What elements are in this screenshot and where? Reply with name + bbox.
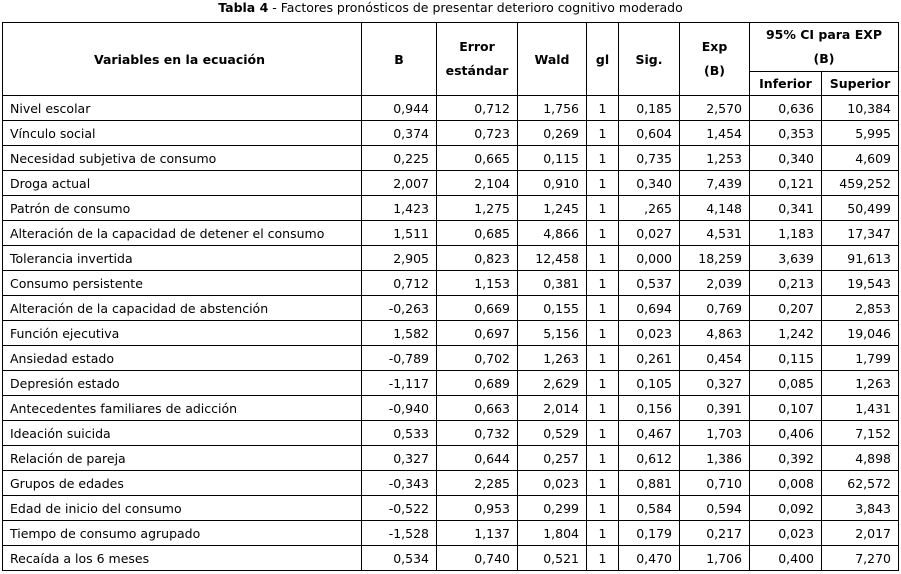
cell-ci-superior: 50,499 xyxy=(822,196,899,221)
cell-exp-b: 2,039 xyxy=(680,271,750,296)
cell-variable: Vínculo social xyxy=(3,121,362,146)
cell-b: 0,327 xyxy=(362,446,437,471)
cell-wald: 0,115 xyxy=(518,146,587,171)
cell-ci-inferior: 0,207 xyxy=(750,296,822,321)
header-superior: Superior xyxy=(822,72,899,96)
cell-b: 0,533 xyxy=(362,421,437,446)
cell-b: 2,905 xyxy=(362,246,437,271)
cell-standard-error: 2,285 xyxy=(437,471,518,496)
cell-ci-superior: 1,431 xyxy=(822,396,899,421)
cell-standard-error: 0,644 xyxy=(437,446,518,471)
table-row xyxy=(3,96,899,121)
cell-exp-b: 4,531 xyxy=(680,221,750,246)
cell-ci-superior: 62,572 xyxy=(822,471,899,496)
cell-standard-error: 0,953 xyxy=(437,496,518,521)
cell-ci-inferior: 0,213 xyxy=(750,271,822,296)
cell-wald: 0,529 xyxy=(518,421,587,446)
cell-variable: Patrón de consumo xyxy=(3,196,362,221)
cell-standard-error: 0,740 xyxy=(437,546,518,571)
table-row xyxy=(3,421,899,446)
table-row xyxy=(3,121,899,146)
cell-ci-inferior: 0,340 xyxy=(750,146,822,171)
cell-wald: 0,155 xyxy=(518,296,587,321)
cell-b: 0,534 xyxy=(362,546,437,571)
cell-ci-superior: 1,263 xyxy=(822,371,899,396)
header-inferior: Inferior xyxy=(750,72,822,96)
table-row xyxy=(3,396,899,421)
cell-ci-superior: 7,152 xyxy=(822,421,899,446)
cell-ci-inferior: 0,636 xyxy=(750,96,822,121)
cell-standard-error: 0,689 xyxy=(437,371,518,396)
cell-variable: Relación de pareja xyxy=(3,446,362,471)
cell-sig: 0,340 xyxy=(619,171,680,196)
cell-sig: 0,694 xyxy=(619,296,680,321)
cell-b: 2,007 xyxy=(362,171,437,196)
header-exp xyxy=(680,23,750,96)
header-variables: Variables en la ecuación xyxy=(3,23,362,96)
cell-exp-b: 0,391 xyxy=(680,396,750,421)
cell-standard-error: 1,275 xyxy=(437,196,518,221)
cell-gl: 1 xyxy=(587,296,619,321)
cell-ci-superior: 4,898 xyxy=(822,446,899,471)
cell-exp-b: 0,327 xyxy=(680,371,750,396)
cell-ci-inferior: 0,400 xyxy=(750,546,822,571)
cell-standard-error: 0,702 xyxy=(437,346,518,371)
cell-variable: Antecedentes familiares de adicción xyxy=(3,396,362,421)
cell-gl: 1 xyxy=(587,521,619,546)
cell-exp-b: 0,594 xyxy=(680,496,750,521)
cell-b: 1,582 xyxy=(362,321,437,346)
cell-exp-b: 18,259 xyxy=(680,246,750,271)
cell-variable: Alteración de la capacidad de detener el consumo xyxy=(3,221,362,246)
table-caption xyxy=(0,0,901,22)
cell-gl: 1 xyxy=(587,546,619,571)
table-row xyxy=(3,196,899,221)
cell-gl: 1 xyxy=(587,496,619,521)
cell-sig: 0,604 xyxy=(619,121,680,146)
table-row xyxy=(3,221,899,246)
table-row xyxy=(3,296,899,321)
cell-gl: 1 xyxy=(587,446,619,471)
cell-sig: ,265 xyxy=(619,196,680,221)
cell-exp-b: 0,769 xyxy=(680,296,750,321)
cell-ci-superior: 459,252 xyxy=(822,171,899,196)
cell-wald: 1,756 xyxy=(518,96,587,121)
cell-b: -0,263 xyxy=(362,296,437,321)
caption-separator: - xyxy=(268,0,281,15)
cell-gl: 1 xyxy=(587,271,619,296)
cell-sig: 0,000 xyxy=(619,246,680,271)
cell-b: 0,944 xyxy=(362,96,437,121)
cell-b: -1,117 xyxy=(362,371,437,396)
cell-ci-superior: 91,613 xyxy=(822,246,899,271)
cell-ci-inferior: 0,121 xyxy=(750,171,822,196)
cell-sig: 0,105 xyxy=(619,371,680,396)
cell-sig: 0,261 xyxy=(619,346,680,371)
cell-ci-superior: 19,543 xyxy=(822,271,899,296)
table-row xyxy=(3,346,899,371)
cell-wald: 1,245 xyxy=(518,196,587,221)
cell-variable: Grupos de edades xyxy=(3,471,362,496)
cell-standard-error: 2,104 xyxy=(437,171,518,196)
cell-gl: 1 xyxy=(587,171,619,196)
header-wald: Wald xyxy=(518,23,587,96)
cell-gl: 1 xyxy=(587,196,619,221)
cell-gl: 1 xyxy=(587,221,619,246)
header-gl: gl xyxy=(587,23,619,96)
cell-variable: Función ejecutiva xyxy=(3,321,362,346)
cell-b: 0,374 xyxy=(362,121,437,146)
cell-ci-superior: 2,017 xyxy=(822,521,899,546)
cell-wald: 0,269 xyxy=(518,121,587,146)
cell-exp-b: 2,570 xyxy=(680,96,750,121)
table-row xyxy=(3,371,899,396)
cell-wald: 2,629 xyxy=(518,371,587,396)
table-body xyxy=(3,96,899,571)
cell-exp-b: 7,439 xyxy=(680,171,750,196)
cell-sig: 0,185 xyxy=(619,96,680,121)
cell-variable: Alteración de la capacidad de abstención xyxy=(3,296,362,321)
cell-variable: Necesidad subjetiva de consumo xyxy=(3,146,362,171)
cell-gl: 1 xyxy=(587,371,619,396)
cell-gl: 1 xyxy=(587,346,619,371)
header-ci xyxy=(750,23,899,72)
cell-variable: Tiempo de consumo agrupado xyxy=(3,521,362,546)
cell-variable: Recaída a los 6 meses xyxy=(3,546,362,571)
cell-ci-inferior: 0,092 xyxy=(750,496,822,521)
cell-variable: Consumo persistente xyxy=(3,271,362,296)
cell-variable: Depresión estado xyxy=(3,371,362,396)
cell-ci-inferior: 0,107 xyxy=(750,396,822,421)
cell-b: -1,528 xyxy=(362,521,437,546)
caption-label: Tabla 4 xyxy=(218,0,269,15)
cell-variable: Ansiedad estado xyxy=(3,346,362,371)
cell-gl: 1 xyxy=(587,396,619,421)
cell-exp-b: 1,253 xyxy=(680,146,750,171)
cell-wald: 0,381 xyxy=(518,271,587,296)
cell-ci-inferior: 0,008 xyxy=(750,471,822,496)
cell-sig: 0,179 xyxy=(619,521,680,546)
cell-gl: 1 xyxy=(587,321,619,346)
cell-variable: Nivel escolar xyxy=(3,96,362,121)
cell-ci-inferior: 1,242 xyxy=(750,321,822,346)
header-sig: Sig. xyxy=(619,23,680,96)
table-row xyxy=(3,546,899,571)
cell-exp-b: 0,217 xyxy=(680,521,750,546)
header-error xyxy=(437,23,518,96)
cell-gl: 1 xyxy=(587,471,619,496)
table-row xyxy=(3,171,899,196)
cell-standard-error: 1,153 xyxy=(437,271,518,296)
cell-wald: 0,299 xyxy=(518,496,587,521)
cell-ci-inferior: 0,406 xyxy=(750,421,822,446)
cell-ci-inferior: 0,341 xyxy=(750,196,822,221)
cell-gl: 1 xyxy=(587,421,619,446)
cell-sig: 0,027 xyxy=(619,221,680,246)
header-exp-line2: (B) xyxy=(704,63,725,78)
cell-ci-superior: 3,843 xyxy=(822,496,899,521)
cell-exp-b: 1,706 xyxy=(680,546,750,571)
caption-text: Factores pronósticos de presentar deterioro cognitivo moderado xyxy=(280,0,683,15)
cell-b: 0,712 xyxy=(362,271,437,296)
table-row xyxy=(3,321,899,346)
cell-sig: 0,156 xyxy=(619,396,680,421)
cell-b: -0,789 xyxy=(362,346,437,371)
header-b: B xyxy=(362,23,437,96)
table-row xyxy=(3,446,899,471)
cell-standard-error: 0,663 xyxy=(437,396,518,421)
table-row xyxy=(3,246,899,271)
cell-ci-superior: 17,347 xyxy=(822,221,899,246)
header-exp-line1: Exp xyxy=(701,39,728,54)
table-row xyxy=(3,496,899,521)
cell-wald: 0,023 xyxy=(518,471,587,496)
cell-exp-b: 1,454 xyxy=(680,121,750,146)
cell-b: 1,423 xyxy=(362,196,437,221)
cell-wald: 12,458 xyxy=(518,246,587,271)
cell-sig: 0,612 xyxy=(619,446,680,471)
header-ci-line2: (B) xyxy=(813,51,835,66)
cell-ci-inferior: 0,353 xyxy=(750,121,822,146)
cell-variable: Tolerancia invertida xyxy=(3,246,362,271)
cell-b: -0,343 xyxy=(362,471,437,496)
cell-sig: 0,023 xyxy=(619,321,680,346)
cell-variable: Edad de inicio del consumo xyxy=(3,496,362,521)
table-row xyxy=(3,521,899,546)
cell-ci-superior: 2,853 xyxy=(822,296,899,321)
cell-ci-inferior: 0,085 xyxy=(750,371,822,396)
cell-ci-superior: 1,799 xyxy=(822,346,899,371)
cell-ci-superior: 10,384 xyxy=(822,96,899,121)
cell-gl: 1 xyxy=(587,96,619,121)
cell-wald: 0,910 xyxy=(518,171,587,196)
cell-gl: 1 xyxy=(587,246,619,271)
cell-ci-inferior: 0,023 xyxy=(750,521,822,546)
cell-sig: 0,735 xyxy=(619,146,680,171)
cell-b: -0,522 xyxy=(362,496,437,521)
cell-standard-error: 0,685 xyxy=(437,221,518,246)
cell-exp-b: 1,386 xyxy=(680,446,750,471)
cell-variable: Droga actual xyxy=(3,171,362,196)
table-row xyxy=(3,146,899,171)
cell-wald: 4,866 xyxy=(518,221,587,246)
cell-standard-error: 0,732 xyxy=(437,421,518,446)
cell-sig: 0,537 xyxy=(619,271,680,296)
cell-ci-inferior: 0,392 xyxy=(750,446,822,471)
cell-sig: 0,467 xyxy=(619,421,680,446)
cell-ci-superior: 7,270 xyxy=(822,546,899,571)
cell-ci-superior: 5,995 xyxy=(822,121,899,146)
cell-exp-b: 1,703 xyxy=(680,421,750,446)
cell-variable: Ideación suicida xyxy=(3,421,362,446)
cell-sig: 0,470 xyxy=(619,546,680,571)
cell-exp-b: 0,454 xyxy=(680,346,750,371)
cell-wald: 0,521 xyxy=(518,546,587,571)
cell-standard-error: 0,823 xyxy=(437,246,518,271)
cell-wald: 5,156 xyxy=(518,321,587,346)
cell-standard-error: 1,137 xyxy=(437,521,518,546)
cell-wald: 1,263 xyxy=(518,346,587,371)
cell-ci-inferior: 3,639 xyxy=(750,246,822,271)
cell-gl: 1 xyxy=(587,121,619,146)
cell-standard-error: 0,723 xyxy=(437,121,518,146)
header-error-line1: Error xyxy=(459,39,495,54)
cell-b: 0,225 xyxy=(362,146,437,171)
cell-standard-error: 0,669 xyxy=(437,296,518,321)
cell-sig: 0,881 xyxy=(619,471,680,496)
cell-gl: 1 xyxy=(587,146,619,171)
cell-wald: 0,257 xyxy=(518,446,587,471)
cell-b: 1,511 xyxy=(362,221,437,246)
cell-wald: 2,014 xyxy=(518,396,587,421)
cell-ci-inferior: 1,183 xyxy=(750,221,822,246)
cell-wald: 1,804 xyxy=(518,521,587,546)
results-table xyxy=(2,22,899,571)
cell-ci-inferior: 0,115 xyxy=(750,346,822,371)
cell-ci-superior: 19,046 xyxy=(822,321,899,346)
table-row xyxy=(3,271,899,296)
header-error-line2: estándar xyxy=(445,63,509,78)
cell-b: -0,940 xyxy=(362,396,437,421)
cell-standard-error: 0,665 xyxy=(437,146,518,171)
header-ci-line1: 95% CI para EXP xyxy=(765,27,883,42)
cell-sig: 0,584 xyxy=(619,496,680,521)
cell-exp-b: 0,710 xyxy=(680,471,750,496)
cell-exp-b: 4,863 xyxy=(680,321,750,346)
cell-standard-error: 0,712 xyxy=(437,96,518,121)
table-row xyxy=(3,471,899,496)
cell-exp-b: 4,148 xyxy=(680,196,750,221)
cell-standard-error: 0,697 xyxy=(437,321,518,346)
cell-ci-superior: 4,609 xyxy=(822,146,899,171)
